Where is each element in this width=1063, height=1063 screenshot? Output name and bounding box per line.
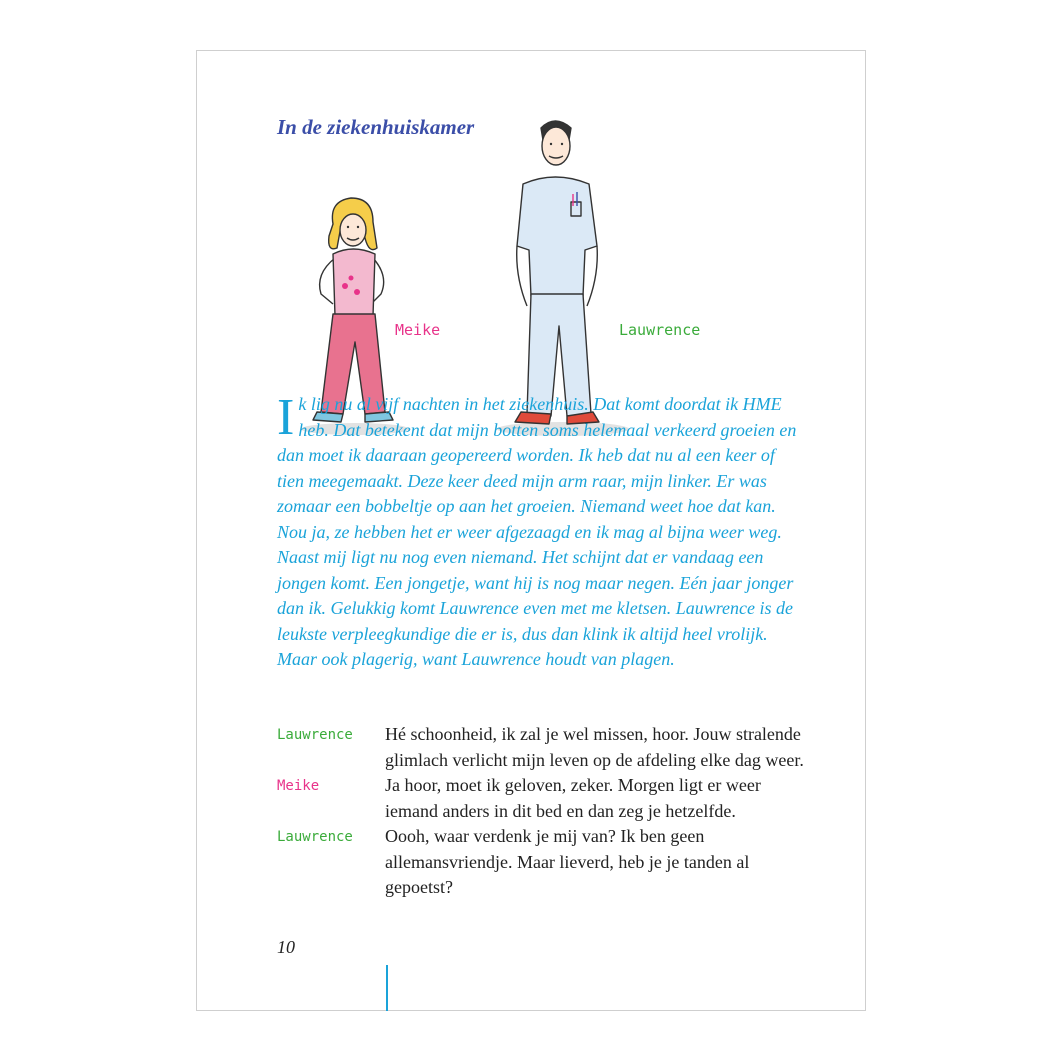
drop-cap: I (277, 389, 295, 446)
lauwrence-name-label: Lauwrence (619, 321, 701, 339)
speaker-name: Lauwrence (277, 727, 353, 743)
lauwrence-figure (515, 121, 599, 424)
dialog-line (277, 722, 807, 773)
speech-text: Oooh, waar verdenk je mij van? Ik ben geen allemansvriendje. Maar lieverd, heb je je tanden al gepoetst? (385, 826, 750, 897)
crop-mark (386, 965, 388, 1011)
dialog-line (277, 824, 807, 901)
intro-paragraph (277, 389, 797, 673)
dialog (277, 722, 807, 901)
speech-text: Hé schoonheid, ik zal je wel missen, hoor. Jouw stralende glimlach verlicht mijn leven op de afdeling elke dag weer. (385, 724, 804, 770)
speaker-name: Meike (277, 778, 320, 794)
book-page (196, 50, 866, 1011)
speaker-name: Lauwrence (277, 829, 353, 845)
chapter-title: In de ziekenhuiskamer (277, 115, 475, 139)
page-number: 10 (277, 937, 295, 957)
meike-name-label: Meike (395, 321, 441, 339)
intro-text: k lig nu al vijf nachten in het ziekenhuis. Dat komt doordat ik HME heb. Dat betekent dat mijn botten soms helemaal verkeerd groeien en dan moet ik daaraan geopereerd worden. Ik heb dat nu al een keer of tien meegemaakt. Deze keer deed mijn arm raar, mijn linker. Er was zomaar een bobbeltje op aan het groeien. Niemand weet hoe dat kan. Nou ja, ze hebben het er weer afgezaagd en ik mag al bijna weer weg. Naast mij ligt nu nog even niemand. Het schijnt dat er vandaag een jongen komt. Een jongetje, want hij is nog maar negen. Eén jaar jonger dan ik. Gelukkig komt Lauwrence even met me kletsen. Lauwrence is de leukste verpleegkundige die er is, dus dan klink ik altijd heel vrolijk. Maar ook plagerig, want Lauwrence houdt van plagen. (277, 394, 797, 669)
dialog-line (277, 773, 807, 824)
speech-text: Ja hoor, moet ik geloven, zeker. Morgen ligt er weer iemand anders in dit bed en dan zeg je hetzelfde. (385, 775, 761, 821)
meike-figure (313, 198, 393, 422)
